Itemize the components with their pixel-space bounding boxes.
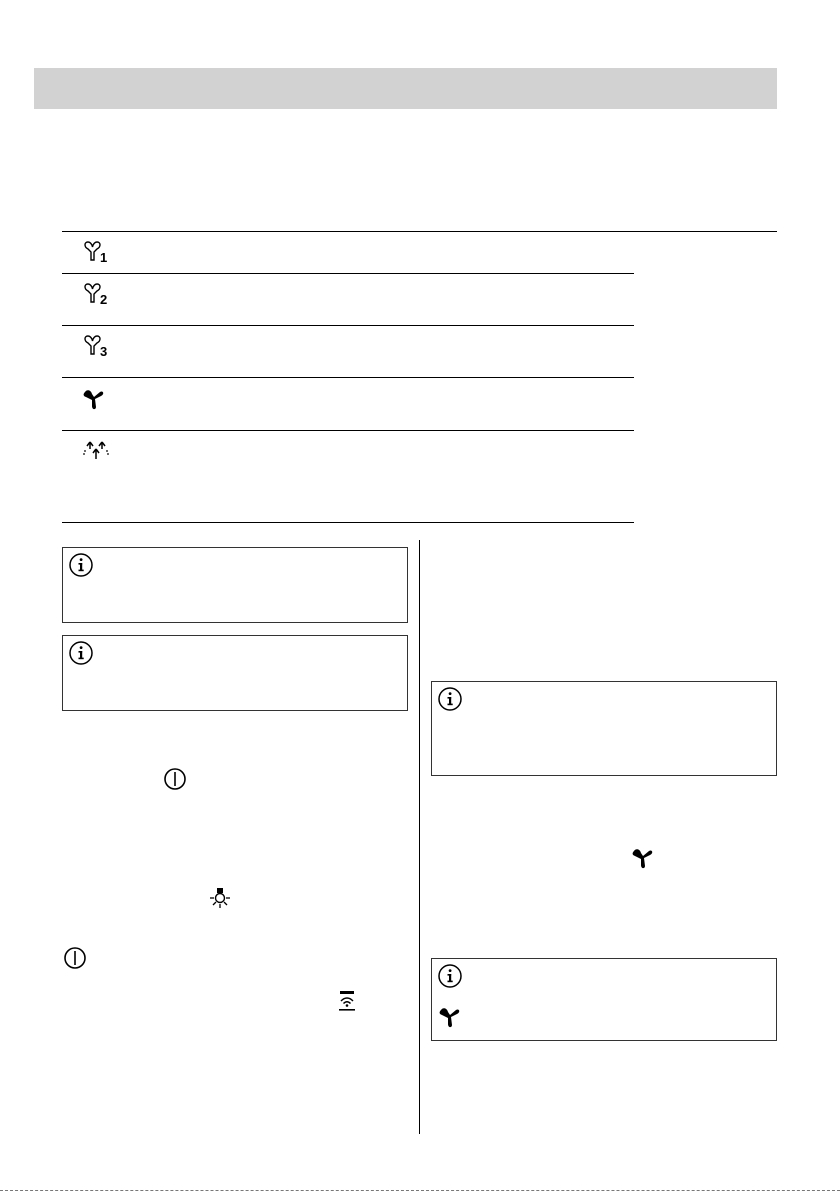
info-icon (68, 552, 94, 578)
light-icon (207, 885, 233, 916)
fan-boost-icon (436, 1003, 466, 1036)
info-note-box (431, 958, 777, 1041)
power-icon (63, 946, 87, 975)
info-icon (68, 640, 94, 666)
fan-boost-icon (80, 385, 116, 419)
info-icon (437, 686, 463, 712)
page-bottom-rule (0, 1190, 840, 1191)
table-bottom-rule (62, 522, 634, 523)
table-row-rule (62, 325, 634, 326)
row-subscript: 3 (100, 344, 108, 359)
row-subscript: 1 (100, 250, 108, 265)
info-note-box (431, 681, 777, 776)
fan-boost-icon (629, 844, 659, 877)
table-top-rule (62, 231, 777, 232)
table-row-rule (62, 377, 634, 378)
power-icon (163, 767, 187, 796)
extraction-arrows-icon (80, 437, 116, 471)
fan-speed-3-icon (80, 332, 116, 366)
info-note-box (62, 547, 408, 623)
table-row-rule (62, 430, 634, 431)
info-icon (437, 963, 463, 989)
hob2hood-icon (335, 989, 359, 1018)
column-divider (419, 540, 420, 1134)
fan-speed-2-icon (80, 280, 116, 314)
row-subscript: 2 (100, 292, 108, 307)
fan-speed-1-icon (80, 238, 116, 272)
info-note-box (62, 635, 408, 711)
section-header-bar (34, 68, 777, 109)
table-row-rule (62, 273, 634, 274)
